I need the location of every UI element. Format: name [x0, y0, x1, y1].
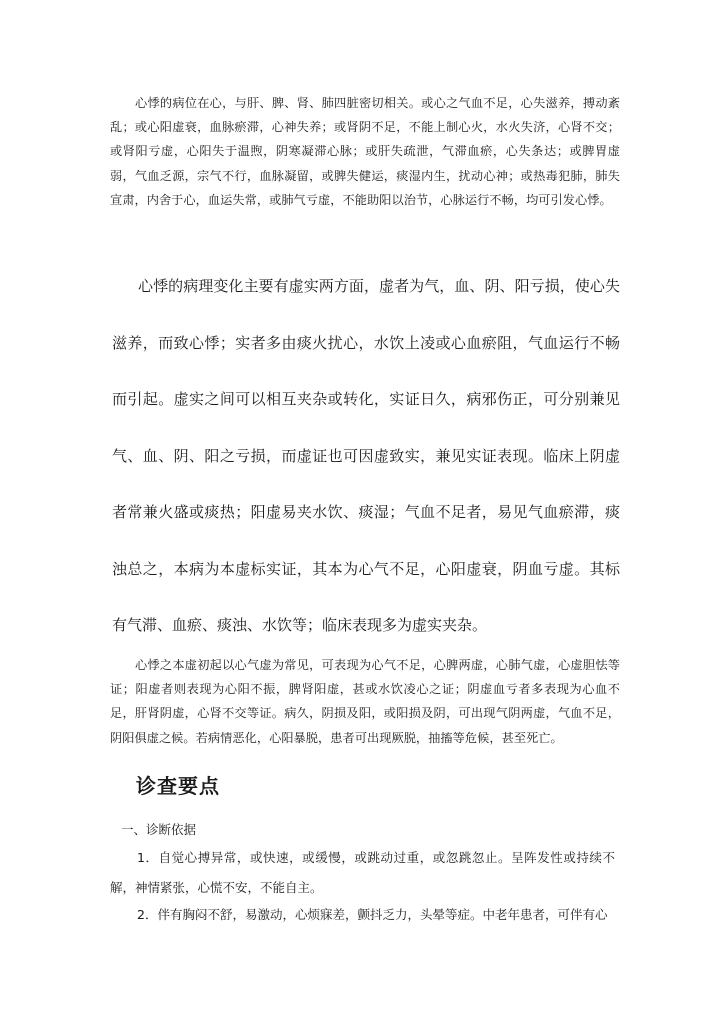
paragraph-pathology-changes: 心悸的病理变化主要有虚实两方面，虚者为气，血、阴、阳亏损，使心失滋养，而致心悸；实者多由痰火扰心，水饮上凌或心血瘀阻，气血运行不畅而引起。虚实之间可以相互夹杂或转化，实证日久，病邪伤正，可分别兼见气、血、阴、阳之亏损，而虚证也可因虚致实，兼见实证表现。临床上阴虚者常兼火盛或痰热；阳虚易夹水饮、痰湿；气血不足者，易见气血瘀滞，痰浊总之，本病为本虚标实证，其本为心气不足，心阳虚衰，阴血亏虚。其标有气滞、血瘀、痰浊、水饮等；临床表现多为虚实夹杂。: [112, 277, 620, 634]
diagnosis-item-2: 2．伴有胸闷不舒，易激动，心烦寐差，颤抖乏力，头晕等症。中老年患者，可伴有心: [137, 907, 608, 922]
paragraph-disease-location: 心悸的病位在心，与肝、脾、肾、肺四脏密切相关。或心之气血不足，心失滋养，搏动紊乱；或心阳虚衰，血脉瘀滞，心神失养；或肾阴不足，不能上制心火，水火失济，心肾不交；或肾阳亏虚，心阳失于温煦，阴寒凝滞心脉；或肝失疏泄，气滞血瘀，心失条达；或脾胃虚弱，气血乏源，宗气不行，血脉凝留，或脾失健运，痰湿内生，扰动心神；或热毒犯肺，肺失宣肃，内舍于心，血运失常，或肺气亏虚，不能助阳以治节，心脉运行不畅，均可引发心悸。: [110, 96, 620, 207]
paragraph-deficiency-types: 心悸之本虚初起以心气虚为常见，可表现为心气不足，心脾两虚，心肺气虚，心虚胆怯等证；阳虚者则表现为心阳不振，脾肾阳虚，甚或水饮凌心之证；阴虚血亏者多表现为心血不足，肝肾阴虚，心肾不交等证。病久，阴损及阳，或阳损及阴，可出现气阴两虚，气血不足，阴阳俱虚之候。若病情恶化，心阳暴脱，患者可出现厥脱，抽搐等危候，甚至死亡。: [110, 658, 620, 745]
diagnosis-item-1: 1．自觉心搏异常，或快速，或缓慢，或跳动过重，或忽跳忽止。呈阵发性或持续不解，神情紧张，心慌不安，不能自主。: [110, 850, 615, 895]
section-subheading: 一、诊断依据: [121, 822, 197, 837]
section-heading: 诊查要点: [136, 774, 220, 798]
